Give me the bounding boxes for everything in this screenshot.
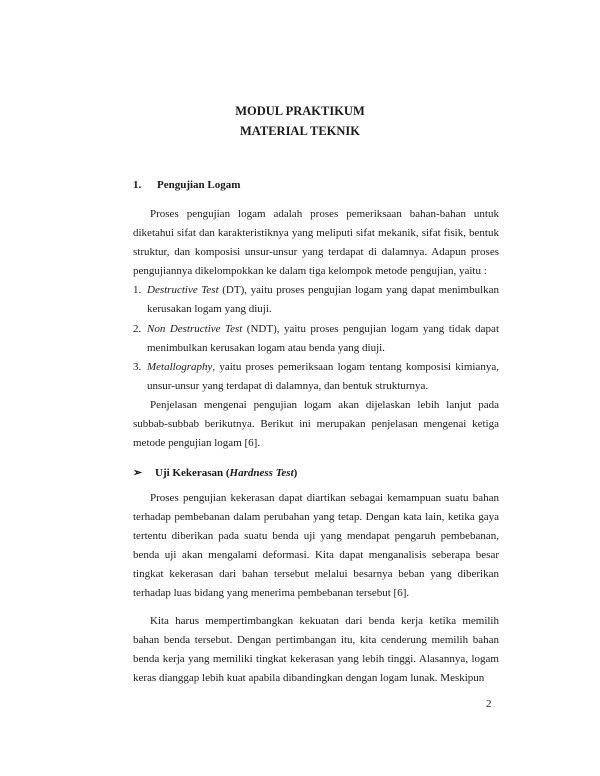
list-term: Non Destructive Test: [147, 322, 243, 335]
subsection-heading: [133, 466, 297, 479]
subsection-title-end: ): [293, 467, 298, 479]
subsection-title-italic: Hardness Test: [229, 467, 294, 479]
list-text: (DT), yaitu proses pengujian logam yang dapat menimbulkan kerusakan logam yang diuji.: [147, 284, 500, 316]
document-title-line2: MATERIAL TEKNIK: [239, 124, 361, 138]
list-marker: 1.: [133, 284, 142, 297]
document-title-line1: MODUL PRAKTIKUM: [235, 104, 365, 118]
method-list: [133, 281, 499, 396]
section-heading: [133, 179, 240, 191]
section2-body: [133, 489, 499, 688]
hardness-paragraph-1: Proses pengujian kekerasan dapat diartikan sebagai kemampuan suatu bahan terhadap pembebanan dalam perubahan yang tetap. Dengan kata lain, ketika gaya tertentu diberikan pada suatu benda uji yang mendapat pengaruh pembebanan, benda uji akan mengalami deformasi. Kita dapat menganalisis seberapa besar tingkat kekerasan dari bahan tersebut melalui besarnya beban yang diberikan terhadap luas bidang yang menerima pembebanan tersebut [6].: [133, 492, 499, 600]
section1-body: [133, 205, 499, 453]
list-item: [133, 358, 499, 396]
intro-paragraph: Proses pengujian logam adalah proses pemeriksaan bahan-bahan untuk diketahui sifat dan karakteristiknya yang meliputi sifat mekanik, sifat fisik, bentuk struktur, dan komposisi unsur-unsur yang terdapat di dalamnya. Adapun proses pengujiannya dikelompokkan ke dalam tiga kelompok metode pengujian, yaitu :: [133, 208, 499, 278]
list-item: [133, 281, 499, 319]
list-text: , yaitu proses pemeriksaan logam tentang komposisi kimianya, unsur-unsur yang terdapat di dalamnya, dan bentuk strukturnya.: [147, 360, 499, 392]
list-term: Metallography: [147, 360, 213, 373]
list-text: (NDT), yaitu proses pengujian logam yang tidak dapat menimbulkan kerusakan logam atau benda yang diuji.: [147, 322, 499, 354]
section-number: 1.: [133, 179, 142, 191]
list-term: Destructive Test: [147, 284, 219, 297]
subsection-title: Uji Kekerasan (: [155, 467, 230, 479]
section-title: Pengujian Logam: [157, 179, 241, 191]
closing-paragraph: Penjelasan mengenai pengujian logam akan dijelaskan lebih lanjut pada subbab-subbab berikutnya. Berikut ini merupakan penjelasan mengenai ketiga metode pengujian logam [6].: [133, 398, 499, 450]
list-marker: 2.: [133, 322, 142, 335]
hardness-paragraph-2: Kita harus mempertimbangkan kekuatan dari benda kerja ketika memilih bahan benda tersebut. Dengan pertimbangan itu, kita cenderung memilih bahan benda kerja yang memiliki tingkat kekerasan yang lebih tinggi. Alasannya, logam keras dianggap lebih kuat apabila dibandingkan dengan logam lunak. Meskipun: [133, 614, 499, 684]
list-item: [133, 320, 499, 358]
page-number: 2: [486, 698, 492, 710]
list-marker: 3.: [133, 360, 142, 373]
arrow-bullet-icon: ➢: [133, 467, 143, 479]
